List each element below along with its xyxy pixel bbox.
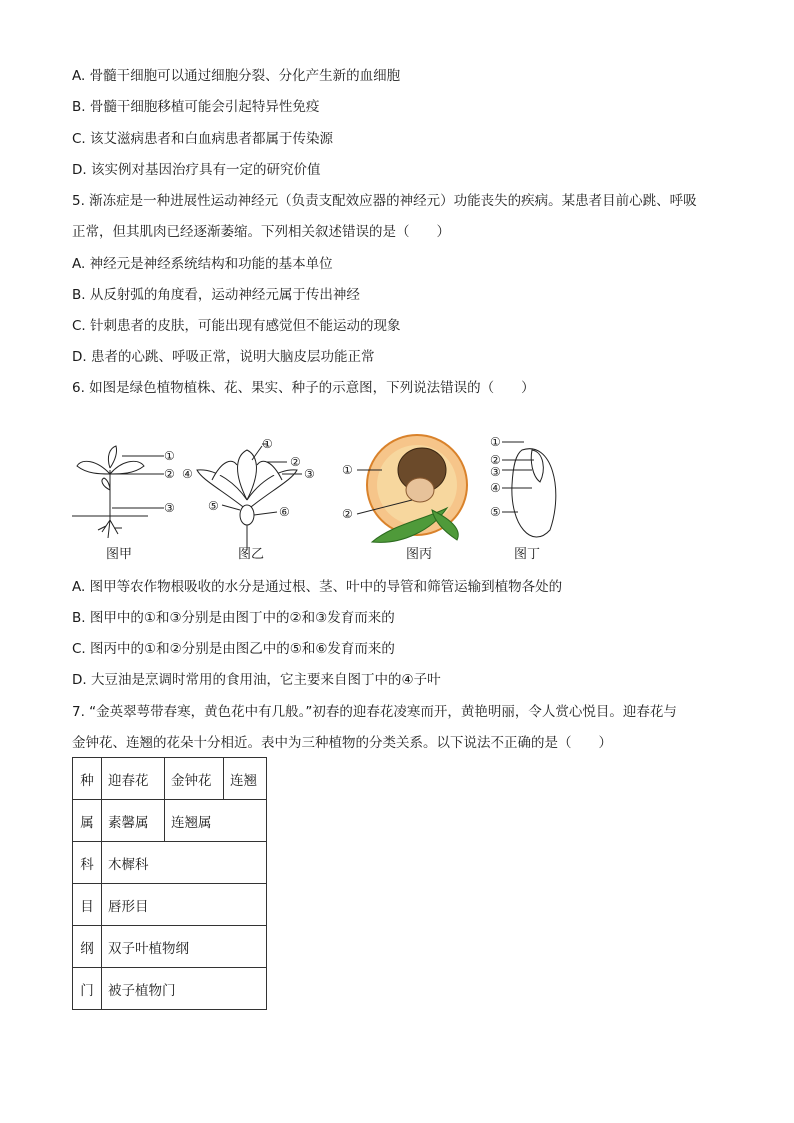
jia-mark-2: ② (164, 467, 175, 481)
plant-figure (72, 430, 592, 565)
ding-mark-4: ④ (490, 481, 501, 495)
table-cell: 素馨属 (102, 800, 165, 842)
bing-mark-2: ② (342, 507, 353, 521)
yi-mark-5: ⑤ (208, 499, 219, 513)
q4-option-a: A. 骨髓干细胞可以通过细胞分裂、分化产生新的血细胞 (72, 68, 401, 84)
q5-option-a: A. 神经元是神经系统结构和功能的基本单位 (72, 256, 333, 272)
q5-option-d: D. 患者的心跳、呼吸正常，说明大脑皮层功能正常 (72, 349, 375, 365)
table-cell: 科 (73, 842, 102, 884)
table-row (73, 926, 267, 968)
table-row (73, 800, 267, 842)
yi-mark-2: ② (290, 455, 301, 469)
bing-mark-1: ① (342, 463, 353, 477)
q5-option-b: B. 从反射弧的角度看，运动神经元属于传出神经 (72, 287, 360, 303)
ding-mark-1: ① (490, 435, 501, 449)
figure-label-jia: 图甲 (106, 547, 133, 562)
table-cell: 纲 (73, 926, 102, 968)
table-row (73, 884, 267, 926)
q7-stem-line1: 7. “金英翠萼带春寒，黄色花中有几般。”初春的迎春花凌寒而开，黄艳明丽，令人赏心悦目。迎春花与 (72, 704, 677, 720)
table-cell: 种 (73, 758, 102, 800)
ding-mark-3: ③ (490, 465, 501, 479)
table-cell: 门 (73, 968, 102, 1010)
table-row (73, 968, 267, 1010)
table-cell: 木樨科 (102, 842, 267, 884)
q6-option-b: B. 图甲中的①和③分别是由图丁中的②和③发育而来的 (72, 610, 395, 626)
q6-option-a: A. 图甲等农作物根吸收的水分是通过根、茎、叶中的导管和筛管运输到植物各处的 (72, 579, 563, 595)
table-cell: 连翘 (224, 758, 267, 800)
figure-yi-flower (197, 444, 302, 550)
yi-mark-1: ① (262, 437, 273, 451)
figure-ding-seed (502, 442, 556, 537)
q7-stem-line2: 金钟花、连翘的花朵十分相近。表中为三种植物的分类关系。以下说法不正确的是（ ） (72, 735, 612, 751)
jia-mark-1: ① (164, 449, 175, 463)
q6-option-d: D. 大豆油是烹调时常用的食用油，它主要来自图丁中的④子叶 (72, 672, 441, 688)
q4-option-c: C. 该艾滋病患者和白血病患者都属于传染源 (72, 131, 334, 147)
q5-option-c: C. 针刺患者的皮肤，可能出现有感觉但不能运动的现象 (72, 318, 401, 334)
yi-mark-3: ③ (304, 467, 315, 481)
table-cell: 唇形目 (102, 884, 267, 926)
table-cell: 目 (73, 884, 102, 926)
jia-mark-3: ③ (164, 501, 175, 515)
q5-stem-line2: 正常，但其肌肉已经逐渐萎缩。下列相关叙述错误的是（ ） (72, 224, 450, 240)
figure-jia-seedling (72, 446, 164, 538)
ding-mark-5: ⑤ (490, 505, 501, 519)
table-cell: 属 (73, 800, 102, 842)
figure-bing-fruit (357, 435, 467, 542)
q6-option-c: C. 图丙中的①和②分别是由图乙中的⑤和⑥发育而来的 (72, 641, 395, 657)
q4-option-d: D. 该实例对基因治疗具有一定的研究价值 (72, 162, 321, 178)
jia-mark-4: ④ (182, 467, 193, 481)
plant-figure-svg (72, 430, 592, 565)
figure-label-bing: 图丙 (406, 547, 433, 562)
table-cell: 双子叶植物纲 (102, 926, 267, 968)
table-row (73, 842, 267, 884)
table-cell: 被子植物门 (102, 968, 267, 1010)
table-cell: 连翘属 (165, 800, 267, 842)
q4-option-b: B. 骨髓干细胞移植可能会引起特异性免疫 (72, 99, 320, 115)
ding-mark-2: ② (490, 453, 501, 467)
yi-mark-6: ⑥ (279, 505, 290, 519)
table-cell: 金钟花 (165, 758, 224, 800)
figure-label-yi: 图乙 (238, 547, 265, 562)
q6-stem: 6. 如图是绿色植物植株、花、果实、种子的示意图，下列说法错误的（ ） (72, 380, 535, 396)
q5-stem-line1: 5. 渐冻症是一种进展性运动神经元（负责支配效应器的神经元）功能丧失的疾病。某患者目前心跳、呼吸 (72, 193, 697, 209)
table-cell: 迎春花 (102, 758, 165, 800)
table-row (73, 758, 267, 800)
classification-table (72, 757, 267, 1010)
figure-label-ding: 图丁 (514, 547, 541, 562)
